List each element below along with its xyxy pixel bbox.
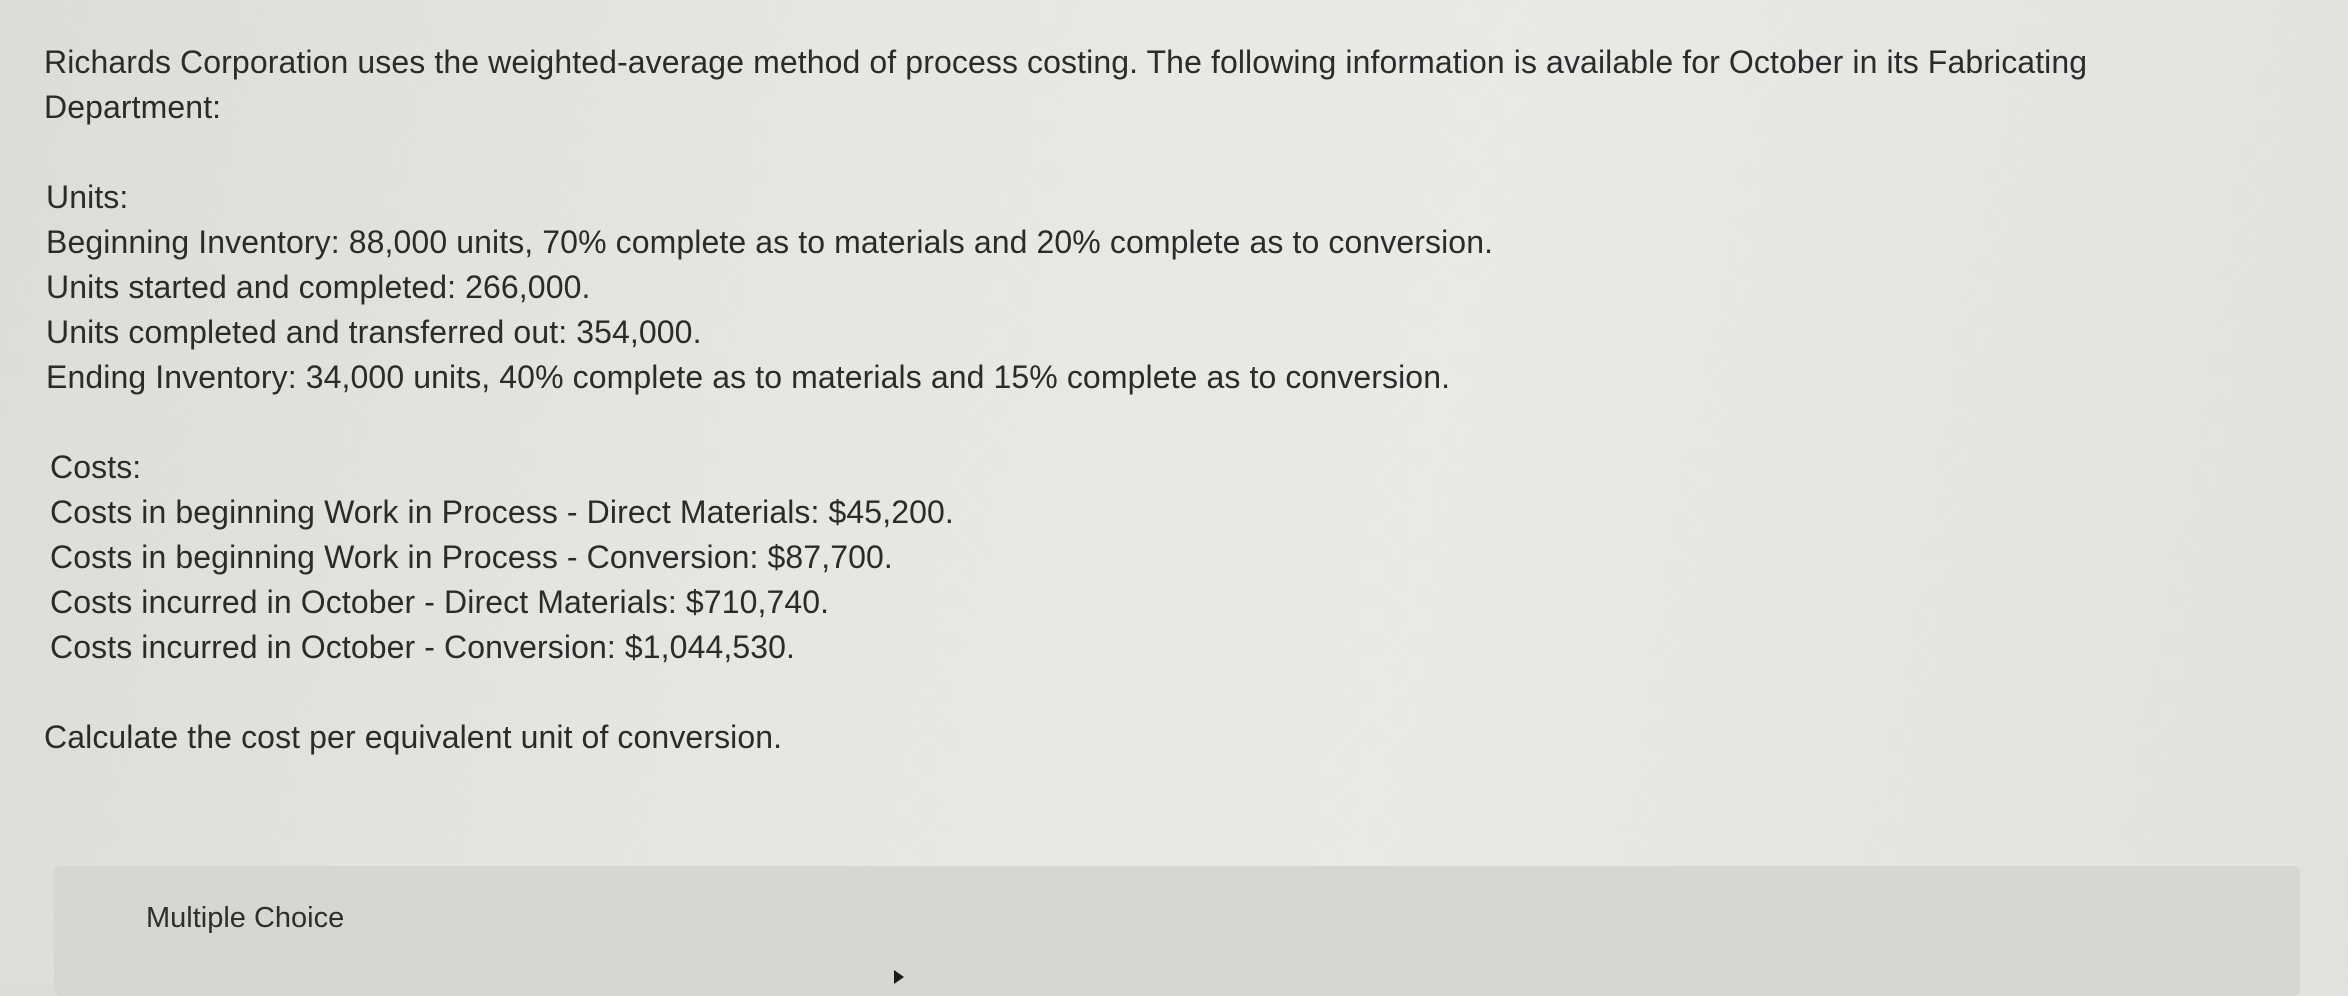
- units-line-started-completed: Units started and completed: 266,000.: [46, 269, 591, 305]
- units-line-beginning-inventory: Beginning Inventory: 88,000 units, 70% complete as to materials and 20% complete as to conversion.: [46, 224, 1494, 260]
- units-line-transferred-out: Units completed and transferred out: 354,000.: [46, 314, 702, 350]
- costs-line-october-materials: Costs incurred in October - Direct Materials: $710,740.: [50, 584, 830, 620]
- costs-section: [50, 445, 2224, 670]
- units-section: [46, 175, 2224, 400]
- mouse-cursor-icon: [894, 970, 904, 984]
- multiple-choice-label: Multiple Choice: [146, 902, 345, 934]
- units-heading: Units:: [46, 179, 129, 215]
- costs-heading: Costs:: [50, 449, 142, 485]
- question-prompt: Calculate the cost per equivalent unit of conversion.: [44, 719, 783, 755]
- costs-line-beginning-conversion: Costs in beginning Work in Process - Conversion: $87,700.: [50, 539, 893, 575]
- question-text: [44, 40, 2224, 760]
- units-line-ending-inventory: Ending Inventory: 34,000 units, 40% complete as to materials and 15% complete as to conversion.: [46, 359, 1451, 395]
- costs-line-beginning-materials: Costs in beginning Work in Process - Direct Materials: $45,200.: [50, 494, 954, 530]
- question-intro: Richards Corporation uses the weighted-average method of process costing. The following information is available for October in its Fabricating Department:: [44, 44, 2088, 125]
- costs-line-october-conversion: Costs incurred in October - Conversion: $1,044,530.: [50, 629, 796, 665]
- multiple-choice-panel[interactable]: [54, 866, 2300, 996]
